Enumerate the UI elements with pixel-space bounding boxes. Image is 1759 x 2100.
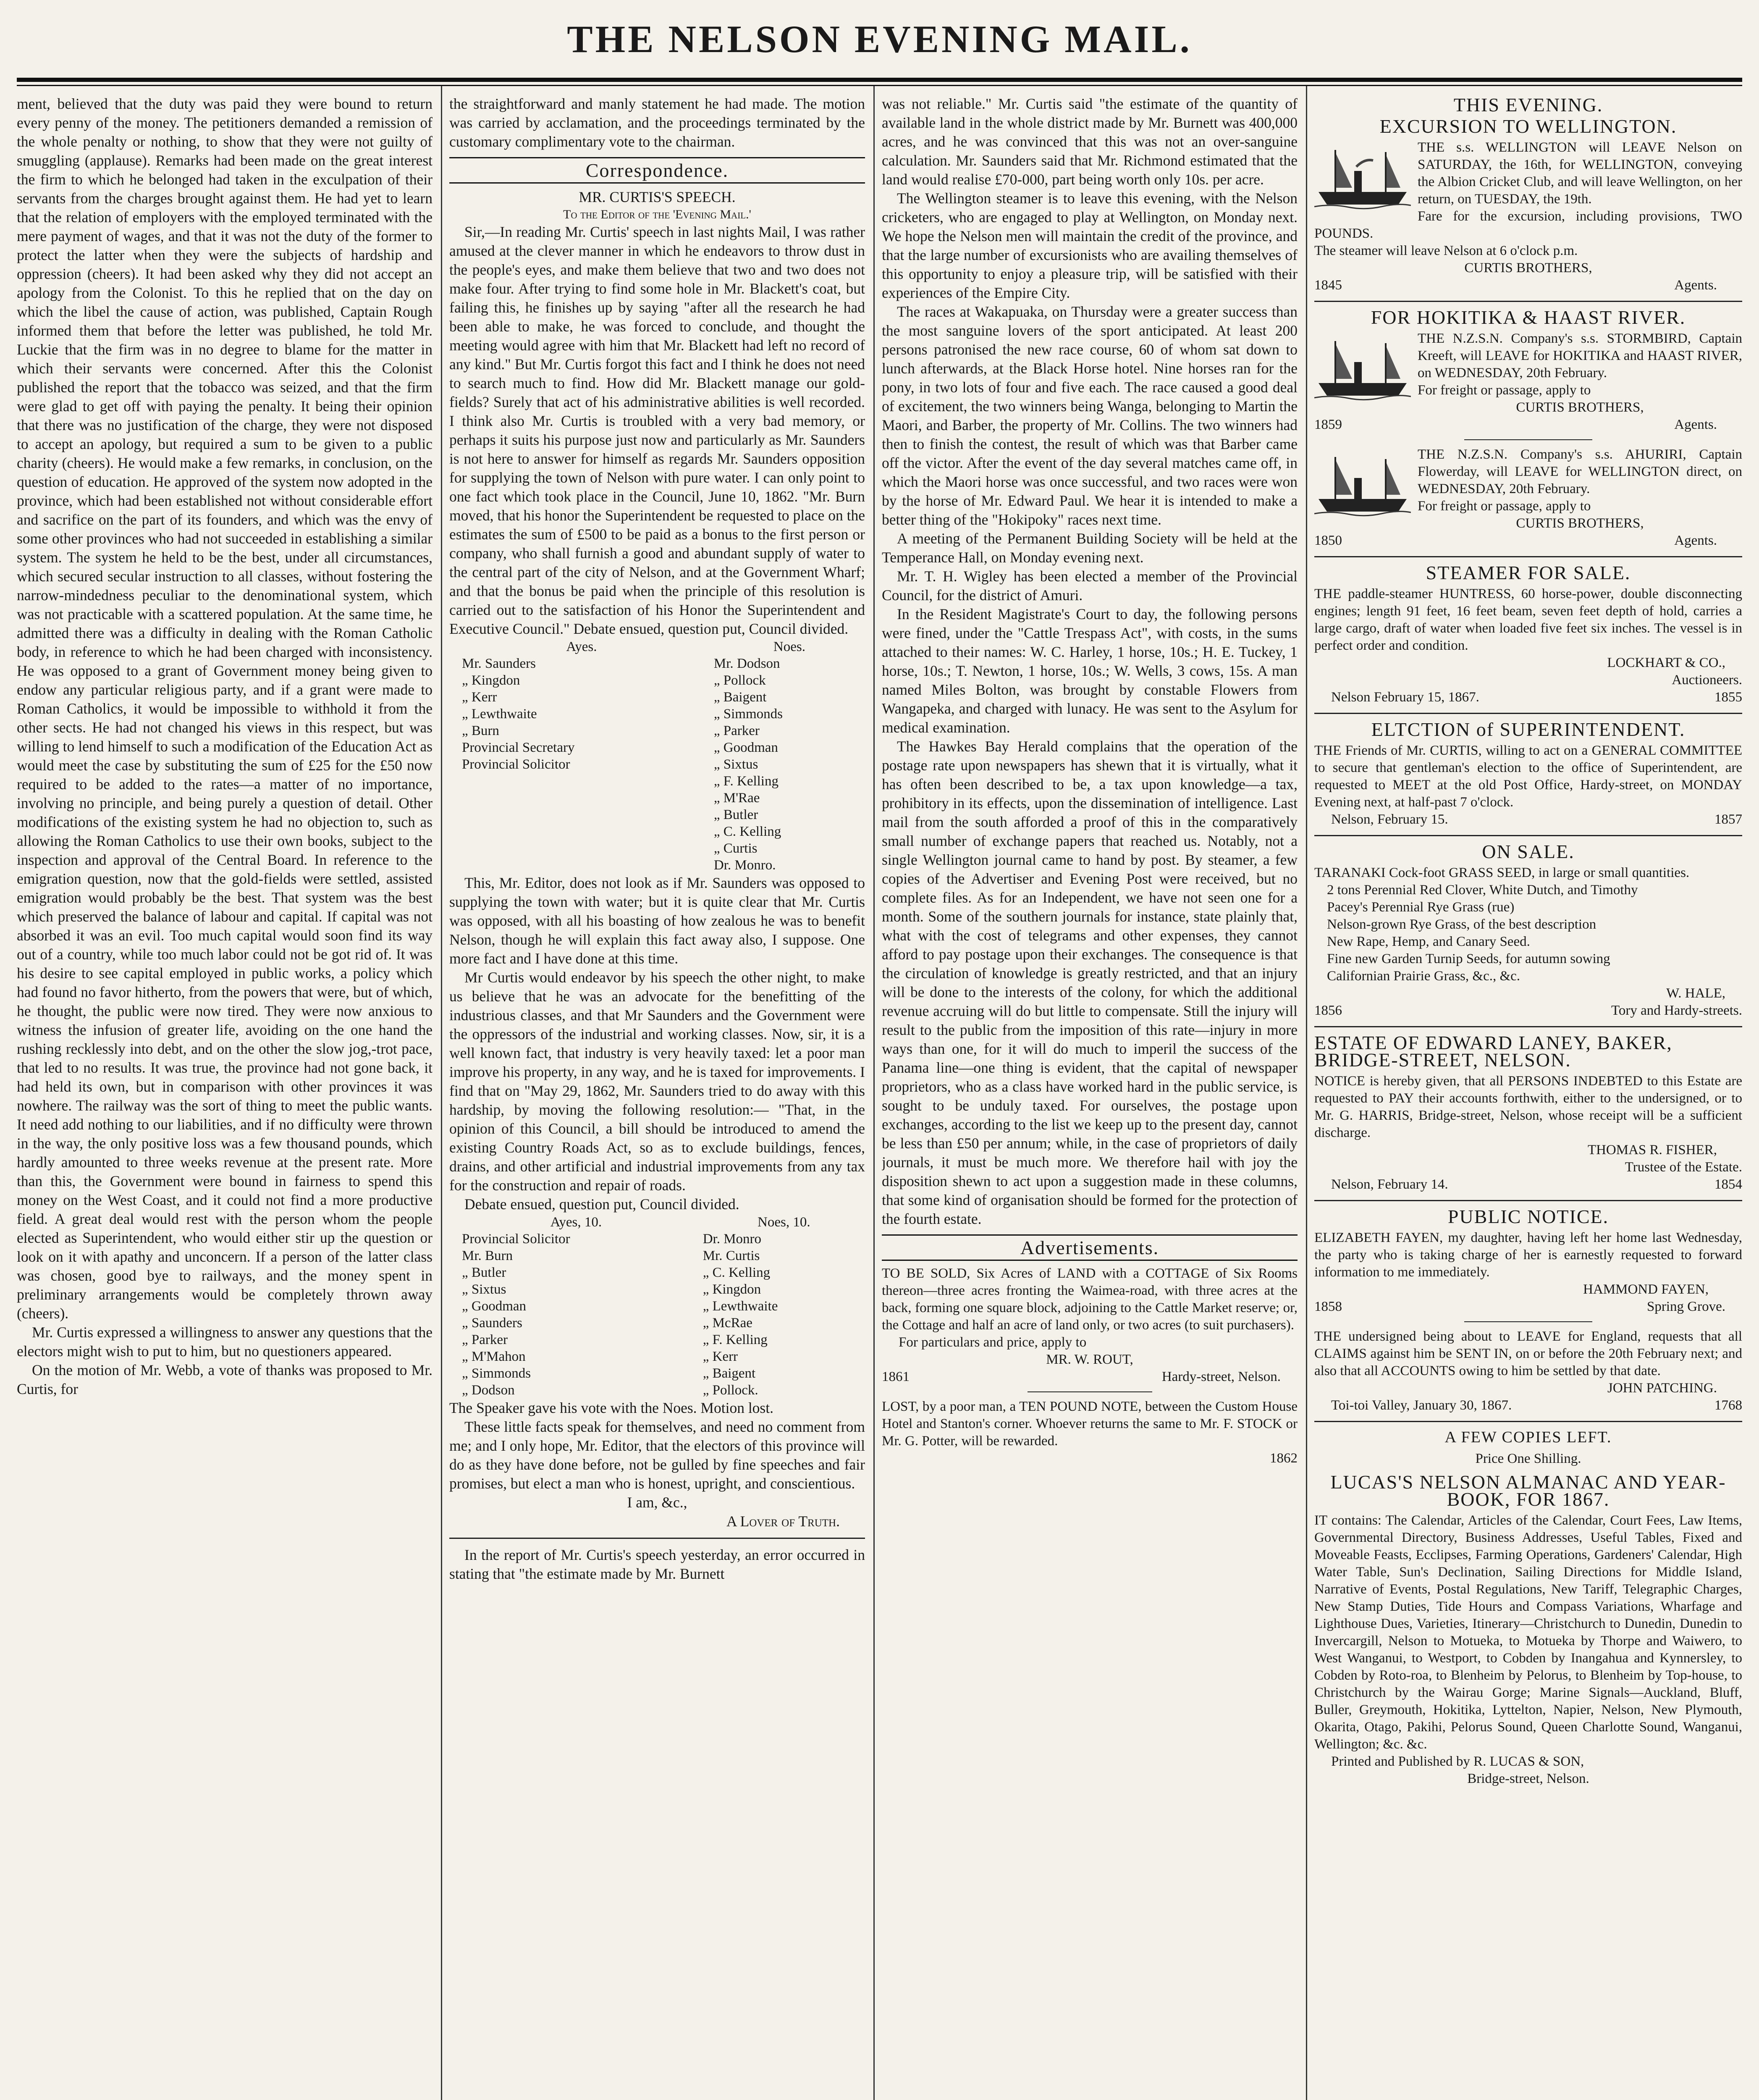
voter: „ Baigent bbox=[713, 690, 767, 705]
ad-text: NOTICE is hereby given, that all PERSONS INDEBTED to this Estate are requested to PAY their accounts forthwith, either to the undersigned, or to Mr. G. HARRIS, Bridge-street, Nelson, whose receipt will be a sufficient discharge. bbox=[1314, 1074, 1742, 1140]
column-1 bbox=[17, 94, 433, 2100]
divider bbox=[1314, 713, 1742, 714]
header-lucas-almanac: LUCAS'S NELSON ALMANAC AND YEAR-BOOK, FOR 1867. bbox=[1330, 1471, 1726, 1510]
voter: „ Saunders bbox=[462, 1315, 522, 1331]
ad-number: 1859 bbox=[1314, 417, 1342, 432]
ad-stormbird bbox=[1314, 330, 1742, 433]
article-paragraph: The Hawkes Bay Herald complains that the operation of the postage rate upon newspapers has shewn that it is virtually, what it has often been described to be, a tax upon knowledge—a tax, prohibitory in its effects, upon the dissemination of intelligence. Last mail from the south afforded a proof of this in the comparatively small number of exchange papers that reached us. Notably, not a single Wellington journal came to hand by post. By steamer, a few copies of the Advertiser and Evening Post were received, but no complete files. As for an Independent, we have not seen one for a month. Some of the southern journals for instance, state plainly that, what with the cost of telegrams and other expenses, they cannot afford to pay postage upon their exchanges. The consequence is that the circulation of knowledge is greatly restricted, and that an injury will be done to the interests of the colony, for which the additional revenue accruing will do but little to compensate. Still the injury will result to the public from the imposition of this rate—injury in more ways than one, for it will do much to imperil the success of the Panama line—one thing is evident, that the capital of newspaper proprietors, who as a class have worked hard in the public service, is sought to be unduly taxed. For ourselves, the postage upon exchanges, according to the list we keep up to the present day, cannot be less than £50 per annum; while, in the case of proprietors of daily journals, it must be much more. We therefore hail with joy the disposition shewn to act upon a suggestion made in these columns, that some kind of organisation should be formed for the protection of the fourth estate. bbox=[882, 738, 1298, 1227]
letter-paragraph: Debate ensued, question put, Council divided. bbox=[464, 1196, 739, 1213]
divider bbox=[1314, 835, 1742, 836]
voter: „ Curtis bbox=[713, 841, 758, 856]
ad-lost-note bbox=[882, 1398, 1298, 1467]
header-estate: ESTATE OF EDWARD LANEY, BAKER, BRIDGE-STREET, NELSON. bbox=[1314, 1032, 1672, 1071]
ad-estate bbox=[1314, 1073, 1742, 1193]
ad-text: ELIZABETH FAYEN, my daughter, having left her home last Wednesday, the party who is taking charge of her is earnestly requested to forward information to me immediately. bbox=[1314, 1230, 1742, 1280]
ad-footer bbox=[1314, 1002, 1742, 1019]
ad-text: LOST, by a poor man, a TEN POUND NOTE, between the Custom House Hotel and Stanton's corner. Whoever returns the same to Mr. F. STOCK or Mr. G. Potter, will be rewarded. bbox=[882, 1399, 1298, 1449]
ad-footer bbox=[1314, 416, 1742, 433]
voter: „ F. Kelling bbox=[703, 1332, 768, 1347]
voter: „ C. Kelling bbox=[703, 1265, 771, 1280]
divider bbox=[1314, 301, 1742, 302]
vote-heading: Ayes, 10. bbox=[550, 1215, 602, 1230]
ad-role: Agents. bbox=[1674, 417, 1717, 432]
voter: „ Pollock bbox=[713, 673, 766, 688]
ad-role: Auctioneers. bbox=[1672, 672, 1742, 688]
voter: Mr. Dodson bbox=[713, 656, 780, 671]
ad-printed: Printed and Published by R. LUCAS & SON, bbox=[1331, 1754, 1584, 1769]
article-paragraph: The Wellington steamer is to leave this evening, with the Nelson cricketers, who are engaged to play at Wellington, on Monday next. We hope the Nelson men will maintain the credit of the province, and that the large number of excursionists who are availing themselves of this opportunity to enjoy a pleasure trip, will be satisfied with their experiences of the Empire City. bbox=[882, 190, 1298, 301]
steamship-icon bbox=[1314, 333, 1411, 404]
voter: Mr. Burn bbox=[462, 1248, 513, 1263]
article-paragraph: In the report of Mr. Curtis's speech yesterday, an error occurred in stating that "the estimate made by Mr. Burnett bbox=[449, 1546, 865, 1582]
ad-address: Hardy-street, Nelson. bbox=[1161, 1369, 1281, 1384]
article-paragraph: ment, believed that the duty was paid they were bound to return every penny of the money. The petitioners demanded a remission of the whole penalty or nothing, to show that they were not guilty of smuggling (applause). Remarks had been made on the great interest the firm to which he belonged had taken in the exculpation of their servants from the charges brought against them. He had yet to learn that the relation of employers with the employed terminated with the mere payment of wages, and that it was not the duty of the former to protect the latter when they were the subjects of hardship and oppression (cheers). It had been asked why they did not accept an apology from the Colonist. To this he replied that on the day on which the libel the cause of action, was published, Captain Rough informed them that before the letter was published, he told Mr. Luckie that the firm was in no degree to blame for the matter in which their servants were concerned. After this the Colonist published the report that the tobacco was seized, and that the firm were glad to get off with paying the penalty. It being their opinion that there was no justification of the charge, they were not disposed to accept an apology, but required a sum to be given to a public charity (cheers). He would make a few remarks, in conclusion, on the question of education. He approved of the system now adopted in the province, which had been established not without considerable effort and sacrifice on the part of its founders, and which was the envy of some other provinces who had not succeeded in establishing a similar system. The system he held to be the best, under all circumstances, which secured secular instruction to all classes, without fostering the narrow-mindedness peculiar to the denominational system, which was not practicable with a scattered population. At the same time, he admitted there was a difficulty in dealing with the Roman Catholic body, in reference to which he had been charged with inconsistency. He was opposed to a grant of Government money being given to endow any particular religious party, and if a grant were made to Roman Catholics, it would be impossible to withhold it from the other sects. He had not changed his views in this respect, but was willing to lend himself to such a modification of the Education Act as would meet the case by substituting the sum of £25 for the £50 now required to be added to the rates—a matter of no importance, involving no principle, and being purely a question of detail. Other modifications of the existing system he had no objection to, such as allowing the Roman Catholics to use their own books, subject to the inspection and approval of the Central Board. In reference to the emigration question, now that the gold-fields were settled, assisted emigration would probably be the best. That system was the best which preserved the balance of labour and capital. If capital was not absorbed it was an evil. Too much capital would soon find its way out of a country, while too much labor could not be got rid of. It was his desire to see capital employed in public works, a policy which had found no favor hitherto, from the powers that were, but of which, he thought, the public were now tired. They were now anxious to witness the infusion of greater life, avoiding on the one hand the rushing recklessly into debt, and on the other the slow jog,-trot pace, that led to no results. It was true, the province had not gone back, it had held its own, but in comparison with other provinces it was nowhere. The railway was the sort of thing to meet the public wants. It need add nothing to our liabilities, and if no difficulty were thrown in the way, the only positive loss was a few thousand pounds, which hardly amounted to three weeks revenue at the present rate. More than this, the Government were bound in fairness to spend this money on the West Coast, and it could not find a more productive field. A great deal would rest with the person whom the people elected as Superintendent, who would either stir up the question or look on it with apathy and unconcern. If a person of the latter class was chosen, good bye to railways, and the money spent in preliminary arrangements would be completely thrown away (cheers). bbox=[17, 95, 433, 1322]
header-steamer-for-sale: STEAMER FOR SALE. bbox=[1426, 562, 1631, 583]
ad-number: 1854 bbox=[1714, 1177, 1742, 1192]
article-paragraph: Mr. Curtis expressed a willingness to answer any questions that the electors might wish to put to him, but no questioners appeared. bbox=[17, 1324, 433, 1360]
ad-text: TARANAKI Cock-foot GRASS SEED, in large or small quantities. bbox=[1314, 865, 1690, 880]
letter-signature: A Lover of Truth. bbox=[726, 1513, 840, 1530]
article-paragraph: In the Resident Magistrate's Court to day, the following persons were fined, under the "Cattle Trespass Act", with costs, in the sums attached to their names: W. C. Harley, 1 horse, 10s.; H. E. Tuckey, 1 horse, 10s.; T. Newton, 1 horse, 10s.; W. Wells, 3 cows, 15s. A man named Miles Bolton, was brought by constable Flowers from Wangapeka, and charged with lunacy. He was sent to the Asylum for medical examination. bbox=[882, 606, 1298, 736]
voter: „ Kerr bbox=[703, 1349, 738, 1364]
ad-text: THE paddle-steamer HUNTRESS, 60 horse-power, double disconnecting engines; length 91 feet, 16 feet beam, seven feet depth of hold, carries a large cargo, draft of water when loaded five feet six inches. The vessel is in perfect order and condition. bbox=[1314, 586, 1742, 653]
article-paragraph: A meeting of the Permanent Building Society will be held at the Temperance Hall, on Monday evening next. bbox=[882, 530, 1298, 566]
ad-text: The steamer will leave Nelson at 6 o'clock p.m. bbox=[1314, 243, 1578, 258]
ad-footer bbox=[1314, 689, 1742, 706]
division-table-1 bbox=[449, 638, 865, 874]
voter: „ Goodman bbox=[462, 1299, 527, 1314]
ad-number: 1855 bbox=[1714, 690, 1742, 705]
ad-text: THE s.s. WELLINGTON will LEAVE Nelson on SATURDAY, the 16th, for WELLINGTON, conveying the Albion Cricket Club, and will leave Wellington, on her return, on TUESDAY, the 19th. bbox=[1418, 140, 1742, 207]
voter: „ Butler bbox=[713, 807, 758, 822]
article-paragraph: Mr. T. H. Wigley has been elected a member of the Provincial Council, for the district of Amuri. bbox=[882, 568, 1298, 604]
header-hokitika: FOR HOKITIKA & HAAST RIVER. bbox=[1371, 307, 1686, 328]
divider bbox=[1464, 439, 1593, 440]
ad-apply: For freight or passage, apply to bbox=[1418, 383, 1591, 398]
letter-paragraph: This, Mr. Editor, does not look as if Mr. Saunders was opposed to supplying the town with water; but it is quite clear that Mr. Curtis was opposed, with all his boasting of how zealous he was to benefit Nelson, though he will explain this fact away also, I suppose. One more fact and I have done at this time. bbox=[449, 874, 865, 967]
ad-role: Agents. bbox=[1674, 278, 1717, 293]
letter-paragraph: The Speaker gave his vote with the Noes. Motion lost. bbox=[449, 1399, 773, 1416]
price-text: Price One Shilling. bbox=[1475, 1451, 1581, 1466]
ad-number: 1856 bbox=[1314, 1003, 1342, 1018]
vote-heading: Noes, 10. bbox=[758, 1215, 810, 1230]
ad-name: CURTIS BROTHERS, bbox=[1516, 516, 1644, 531]
columns-wrapper bbox=[17, 8, 1742, 2100]
letter-addressee: To the Editor of the 'Evening Mail.' bbox=[563, 207, 751, 221]
ad-name: W. HALE, bbox=[1666, 986, 1725, 1001]
ad-text: IT contains: The Calendar, Articles of the Calendar, Court Fees, Law Items, Governmental Directory, Business Addresses, Useful Tables, Fixed and Moveable Feasts, Ecclipses, Farming Operations, Gardeners' Calendar, High Water Table, Sun's Declination, Sailing Directions for Middle Island, Narrative of Events, Postal Regulations, New Tariff, Telegraphic Charges, New Stamp Duties, Tide Hours and Compass Variations, Wharfage and Lighthouse Dues, Varieties, Itinerary—Christchurch to Dunedin, Dunedin to Invercargill, Nelson to Motueka, to Motueka by Thorpe and Waiwero, to West Wanganui, to Westport, to Cobden by Inangahua and Kynnersley, to Cobden by Roto-roa, to Blenheim by Pelorus, to Blenheim by Top-house, to Christchurch by the Wairau Gorge; Marine Signals—Auckland, Bluff, Buller, Greymouth, Hokitika, Lyttelton, Napier, Nelson, New Plymouth, Okarita, Otago, Pakihi, Pelorus Sound, Queen Charlotte Sound, Wanganui, Wellington; &c. &c. bbox=[1314, 1513, 1742, 1752]
noes-list bbox=[701, 655, 865, 874]
divider bbox=[1314, 1026, 1742, 1027]
ad-name: HAMMOND FAYEN, bbox=[1583, 1282, 1709, 1297]
voter: Mr. Curtis bbox=[703, 1248, 760, 1263]
voter: Provincial Solicitor bbox=[462, 1231, 570, 1247]
divider bbox=[1314, 1421, 1742, 1422]
header-excursion: EXCURSION TO WELLINGTON. bbox=[1379, 116, 1677, 137]
header-election: ELTCTION of SUPERINTENDENT. bbox=[1371, 719, 1686, 740]
ad-number: 1857 bbox=[1714, 812, 1742, 827]
voter: „ McRae bbox=[703, 1315, 752, 1331]
ad-footer bbox=[882, 1368, 1298, 1386]
letter-title: MR. CURTIS'S SPEECH. bbox=[579, 189, 736, 205]
column-3 bbox=[882, 94, 1298, 2100]
voter: „ Sixtus bbox=[462, 1282, 506, 1297]
ad-number: 1850 bbox=[1314, 533, 1342, 548]
voter: „ Goodman bbox=[713, 740, 778, 755]
article-paragraph: was not reliable." Mr. Curtis said "the estimate of the quantity of available land in the whole district made by Mr. Burnett was 400,000 acres, and he was convinced that this was not an over-sanguine calculation. Mr. Saunders said that Mr. Richmond estimated that the land would realise £70-000, part being worth only 10s. per acre. bbox=[882, 95, 1298, 188]
ad-footer bbox=[1314, 532, 1742, 549]
ad-footer bbox=[1314, 1298, 1742, 1315]
vote-heading: Ayes. bbox=[566, 639, 597, 654]
ad-text: THE Friends of Mr. CURTIS, willing to act on a GENERAL COMMITTEE to secure that gentleman's election to the office of Superintendent, are requested to MEET at the old Post Office, Hardy-street, on MONDAY Evening next, at half-past 7 o'clock. bbox=[1314, 743, 1742, 810]
voter: „ Pollock. bbox=[703, 1383, 758, 1398]
header-this-evening: THIS EVENING. bbox=[1453, 94, 1603, 116]
article-paragraph: The races at Wakapuaka, on Thursday were a greater success than the most sanguine lovers of the sport anticipated. At least 200 persons patronised the new race course, 60 of whom sat down to lunch afterwards, at the Black Horse hotel. Nine horses ran for the pony, in two lots of four and five each. The race caused a good deal of excitement, the two winners being Wanga, belonging to Martin the Maori, and Barber, the property of Mr. Collins. The two winners had then to finish the contest, the result of which was that Barber came off the victor. After the event of the day several matches came off, in which the Maori horse was once successful, and two races were won by the horse of Mr. Edward Paul. We hear it is intended to make a better thing of the "Hokipoky" races next time. bbox=[882, 303, 1298, 528]
ad-item: 2 tons Perennial Red Clover, White Dutch, and Timothy bbox=[1327, 882, 1638, 898]
ad-name: LOCKHART & CO., bbox=[1607, 655, 1725, 670]
division-table-2 bbox=[449, 1214, 865, 1399]
ad-election bbox=[1314, 742, 1742, 828]
ad-date: Nelson, February 14. bbox=[1331, 1177, 1448, 1192]
ad-footer bbox=[1314, 811, 1742, 828]
ad-date: Nelson February 15, 1867. bbox=[1331, 690, 1479, 705]
ayes-list bbox=[449, 1231, 690, 1399]
ad-role: Trustee of the Estate. bbox=[1625, 1160, 1742, 1175]
voter: Mr. Saunders bbox=[462, 656, 536, 671]
ad-on-sale bbox=[1314, 864, 1742, 1019]
section-header-correspondence: Correspondence. bbox=[449, 157, 865, 184]
ad-text: THE N.Z.S.N. Company's s.s. AHURIRI, Captain Flowerday, will LEAVE for WELLINGTON direct, on WEDNESDAY, 20th February. bbox=[1418, 447, 1742, 496]
voter: „ Simmonds bbox=[462, 1366, 531, 1381]
ad-name: CURTIS BROTHERS, bbox=[1464, 260, 1592, 276]
letter-paragraph: Mr Curtis would endeavor by his speech the other night, to make us believe that he was an advocate for the benefitting of the industrious classes, and that Mr Saunders and the Government were the oppressors of the industrial and working classes. Now, sir, it is a well known fact, that industry is very heavily taxed: let a poor man improve his property, in any way, and he is taxed for improvements. I find that on "May 29, 1862, Mr. Saunders tried to do away with this hardship, by moving the following resolution:— "That, in the opinion of this Council, a bill should be introduced to amend the existing Country Roads Act, so as to exclude buildings, fences, drains, and other artificial and industrial improvements from any tax for the construction and repair of roads. bbox=[449, 969, 865, 1194]
voter: „ Kingdon bbox=[462, 673, 520, 688]
ad-item: Californian Prairie Grass, &c., &c. bbox=[1327, 969, 1520, 984]
ad-address: Spring Grove. bbox=[1647, 1299, 1725, 1314]
voter: „ F. Kelling bbox=[713, 774, 779, 789]
ad-name: THOMAS R. FISHER, bbox=[1587, 1142, 1717, 1158]
ad-lucas-almanac bbox=[1314, 1512, 1742, 1788]
voter: „ Simmonds bbox=[713, 706, 783, 722]
columns bbox=[17, 94, 1742, 2100]
ad-name: MR. W. ROUT, bbox=[1046, 1352, 1133, 1367]
column-4 bbox=[1314, 94, 1742, 2100]
header-few-copies: A FEW COPIES LEFT. bbox=[1444, 1428, 1612, 1446]
ad-footer bbox=[1314, 277, 1742, 294]
ad-address: Tory and Hardy-streets. bbox=[1611, 1003, 1742, 1018]
ad-text: TO BE SOLD, Six Acres of LAND with a COTTAGE of Six Rooms thereon—three acres fronting the Waimea-road, with three acres at the back, forming one square block, adjoining to the Cattle Market reserve; or, the Cottage and half an acre of land only, or two acres (to suit purchasers). bbox=[882, 1266, 1298, 1333]
header-on-sale: ON SALE. bbox=[1482, 841, 1575, 862]
voter: „ M'Rae bbox=[713, 790, 760, 806]
section-header-advertisements: Advertisements. bbox=[882, 1234, 1298, 1261]
ad-excursion bbox=[1314, 139, 1742, 294]
ad-footer bbox=[1314, 1176, 1742, 1193]
article-paragraph: the straightforward and manly statement he had made. The motion was carried by acclamation, and the proceedings terminated by the customary complimentary vote to the chairman. bbox=[449, 95, 865, 150]
steamship-icon bbox=[1314, 142, 1411, 213]
voter: „ Lewthwaite bbox=[703, 1299, 778, 1314]
voter: „ Parker bbox=[462, 1332, 508, 1347]
letter-paragraph: These little facts speak for themselves, and need no comment from me; and I only hope, Mr. Editor, that the electors of this province will do as they have done before, not be gulled by fine speeches and fair promises, but elect a man who is honest, upright, and conscientious. bbox=[449, 1418, 865, 1492]
voter: „ Dodson bbox=[462, 1383, 515, 1398]
ad-item: New Rape, Hemp, and Canary Seed. bbox=[1327, 934, 1530, 949]
letter-paragraph: Sir,—In reading Mr. Curtis' speech in last nights Mail, I was rather amused at the clever manner in which he endeavors to throw dust in the people's eyes, and make them believe that two and two does not make four. After trying to find some hole in Mr. Blackett's coat, but failing this, he finishes up by saying "after all the research he had been able to make, he was forced to conclude, and thought the meeting would agree with him that Mr. Blackett had left no record of any kind." But Mr. Curtis forgot this fact and I think he does not need to search much to find. How did Mr. Blackett manage our gold-fields? Surely that act of his administrative abilities is well recorded. I think also Mr. Curtis is troubled with a very bad memory, or perhaps it suits his purpose just now and particularly as Mr. Saunders is not here to answer for himself as regards Mr. Saunders opposition for supplying the town of Nelson with pure water. I can only point to one fact which took place in the Council, June 10, 1862. "Mr. Burn moved, that his honor the Superintendent be requested to place on the estimates the sum of £500 to be paid as a bonus to the first person or company, who shall furnish a good and abundant supply of water to the central part of the city of Nelson, and at the Government Wharf; and that the bonus be paid when the principle of this resolution is carried out to the satisfaction of his Honor the Superintendent and Executive Council." Debate ensued, question put, Council divided. bbox=[449, 223, 865, 637]
ad-item: Fine new Garden Turnip Seeds, for autumn sowing bbox=[1327, 951, 1610, 966]
ad-item: Pacey's Perennial Rye Grass (rue) bbox=[1327, 900, 1515, 915]
voter: „ Kingdon bbox=[703, 1282, 761, 1297]
voter: „ Lewthwaite bbox=[462, 706, 537, 722]
ad-apply: For freight or passage, apply to bbox=[1418, 499, 1591, 514]
voter: „ Baigent bbox=[703, 1366, 756, 1381]
newspaper-title: THE NELSON EVENING MAIL. bbox=[567, 18, 1192, 60]
noes-list bbox=[690, 1231, 865, 1399]
column-2 bbox=[449, 94, 865, 2100]
ad-number: 1858 bbox=[1314, 1299, 1342, 1314]
ad-date: Nelson, February 15. bbox=[1331, 812, 1448, 827]
voter: „ Parker bbox=[713, 723, 760, 738]
ad-number: 1861 bbox=[882, 1369, 910, 1384]
voter: „ C. Kelling bbox=[713, 824, 781, 839]
ad-address: Bridge-street, Nelson. bbox=[1467, 1771, 1589, 1786]
voter: Provincial Secretary bbox=[462, 740, 575, 755]
ad-number: 1768 bbox=[1714, 1398, 1742, 1413]
ayes-list bbox=[449, 655, 701, 874]
ad-text: THE undersigned being about to LEAVE for England, requests that all CLAIMS against him be SENT IN, on or before the 20th February next; and also that all ACCOUNTS owing to him be settled by that date. bbox=[1314, 1329, 1742, 1378]
header-public-notice: PUBLIC NOTICE. bbox=[1447, 1206, 1609, 1227]
ad-number: 1845 bbox=[1314, 278, 1342, 293]
voter: „ Burn bbox=[462, 723, 499, 738]
divider bbox=[1314, 556, 1742, 557]
ad-role: Agents. bbox=[1674, 533, 1717, 548]
article-paragraph: On the motion of Mr. Webb, a vote of thanks was proposed to Mr. Curtis, for bbox=[17, 1362, 433, 1397]
steamship-icon bbox=[1314, 449, 1411, 520]
ad-ahuriri bbox=[1314, 446, 1742, 549]
letter-signoff: I am, &c., bbox=[627, 1494, 687, 1511]
ad-name: JOHN PATCHING. bbox=[1607, 1381, 1717, 1396]
voter: „ Butler bbox=[462, 1265, 506, 1280]
voter: Provincial Solicitor bbox=[462, 757, 570, 772]
ad-text: Fare for the excursion, including provisions, TWO POUNDS. bbox=[1314, 209, 1742, 241]
ad-date: Toi-toi Valley, January 30, 1867. bbox=[1331, 1398, 1512, 1413]
ad-name: CURTIS BROTHERS, bbox=[1516, 400, 1644, 415]
voter: „ Sixtus bbox=[713, 757, 758, 772]
divider bbox=[449, 1538, 865, 1539]
ad-steamer-for-sale bbox=[1314, 585, 1742, 706]
ad-patching bbox=[1314, 1328, 1742, 1414]
divider bbox=[1314, 1200, 1742, 1201]
ad-land-for-sale bbox=[882, 1265, 1298, 1386]
voter: Dr. Monro. bbox=[713, 858, 776, 873]
ad-public-notice bbox=[1314, 1229, 1742, 1315]
divider bbox=[1028, 1391, 1152, 1392]
ad-footer bbox=[1314, 1397, 1742, 1414]
ad-number: 1862 bbox=[1270, 1451, 1298, 1466]
divider bbox=[1464, 1321, 1593, 1322]
ad-item: Nelson-grown Rye Grass, of the best description bbox=[1327, 917, 1596, 932]
voter: „ Kerr bbox=[462, 690, 497, 705]
voter: Dr. Monro bbox=[703, 1231, 762, 1247]
ad-apply: For particulars and price, apply to bbox=[899, 1335, 1087, 1350]
voter: „ M'Mahon bbox=[462, 1349, 526, 1364]
ad-text: THE N.Z.S.N. Company's s.s. STORMBIRD, Captain Kreeft, will LEAVE for HOKITIKA and HAAST RIVER, on WEDNESDAY, 20th February. bbox=[1418, 331, 1742, 381]
vote-heading: Noes. bbox=[773, 639, 805, 654]
